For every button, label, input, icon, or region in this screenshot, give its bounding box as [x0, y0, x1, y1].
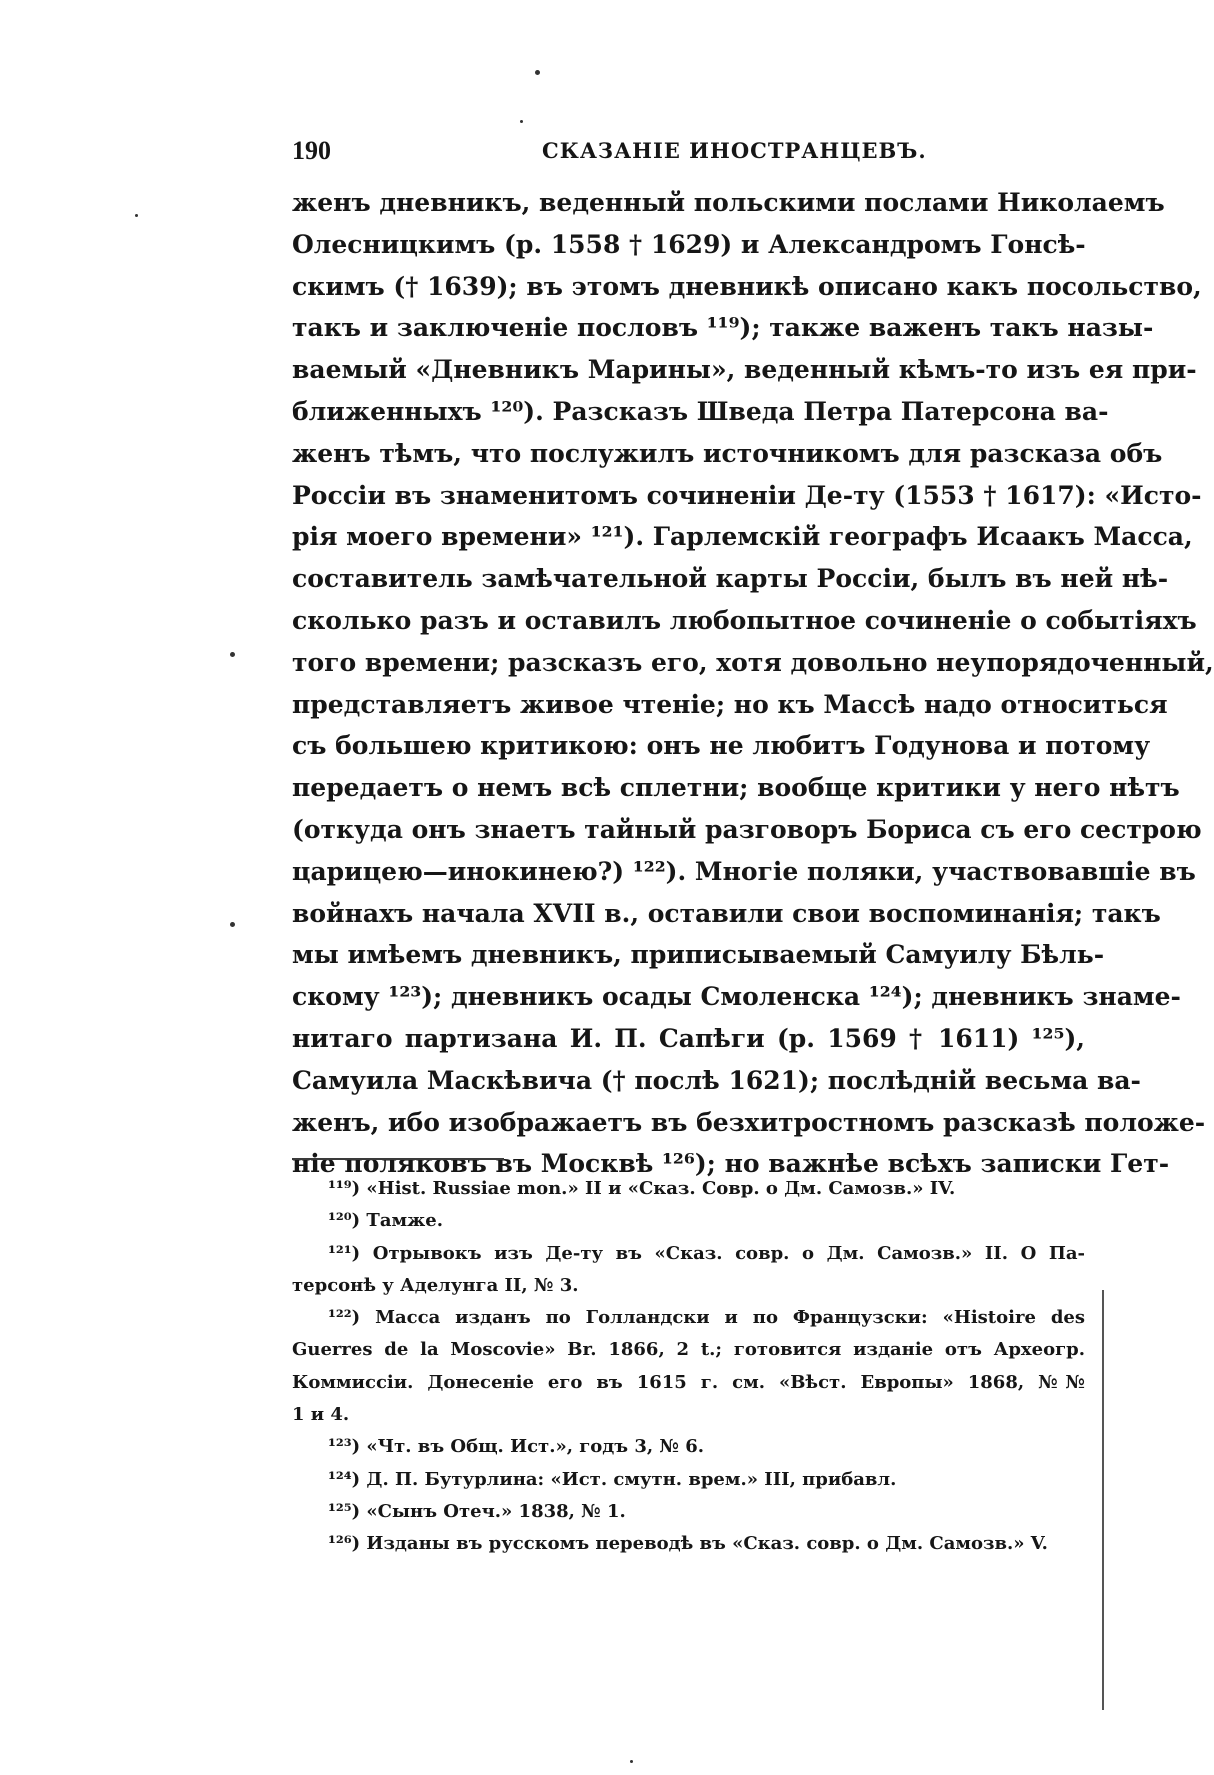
scan-speck [230, 652, 235, 657]
scan-speck [135, 214, 138, 217]
footnotes [292, 1173, 1085, 1561]
footnote-line: ¹²³) «Чт. въ Общ. Ист.», годъ 3, № 6. [328, 1436, 705, 1458]
text-line: передаетъ о немъ всѣ сплетни; вообще критики у него нѣтъ [292, 773, 1180, 803]
text-line: рія моего времени» ¹²¹). Гарлемскій географъ Исаакъ Масса, [292, 522, 1193, 552]
text-line: мы имѣемъ дневникъ, приписываемый Самуилу Бѣль- [292, 940, 1105, 970]
text-line: женъ, ибо изображаетъ въ безхитростномъ разсказѣ положе- [292, 1107, 1206, 1137]
scan-speck [535, 70, 540, 75]
text-line: войнахъ начала XVII в., оставили свои воспоминанія; такъ [292, 898, 1161, 928]
text-line: составитель замѣчательной карты Россіи, былъ въ ней нѣ- [292, 564, 1169, 594]
text-line: представляетъ живое чтеніе; но къ Массѣ надо относиться [292, 689, 1168, 719]
footnote-line: ¹²²) Масса изданъ по Голландски и по Французски: «Histoire des [328, 1307, 1085, 1329]
footnote-line: 1 и 4. [292, 1404, 350, 1426]
footnote-line: ¹¹⁹) «Hist. Russiae mon.» II и «Сказ. Совр. о Дм. Самозв.» IV. [328, 1178, 956, 1199]
footnote-line: ¹²⁰) Тамже. [328, 1210, 444, 1232]
footnote-line: ¹²¹) Отрывокъ изъ Де-ту въ «Сказ. совр. о Дм. Самозв.» II. О Па- [328, 1242, 1085, 1264]
scan-speck [630, 1760, 633, 1763]
text-line: женъ дневникъ, веденный польскими послами Николаемъ [292, 188, 1165, 217]
text-line: царицею—инокинею?) ¹²²). Многіе поляки, участвовавшіе въ [292, 856, 1196, 886]
running-title: СКАЗАНІЕ ИНОСТРАНЦЕВЪ. [542, 138, 927, 163]
text-line: Олесницкимъ (р. 1558 † 1629) и Александромъ Гонсѣ- [292, 229, 1086, 259]
text-line: (откуда онъ знаетъ тайный разговоръ Бориса съ его сестрою [292, 814, 1202, 844]
text-line: ніе поляковъ въ Москвѣ ¹²⁶); но важнѣе всѣхъ записки Гет- [292, 1149, 1170, 1179]
footnote-line: ¹²⁴) Д. П. Бутурлина: «Ист. смутн. врем.» III, прибавл. [328, 1468, 897, 1490]
scan-edge-line [1102, 1290, 1104, 1710]
text-line: скимъ († 1639); въ этомъ дневникѣ описано какъ посольство, [292, 271, 1202, 301]
scan-speck [520, 120, 523, 123]
footnote-line: терсонѣ у Аделунга II, № 3. [292, 1274, 579, 1296]
scan-speck [230, 922, 235, 927]
text-line: ваемый «Дневникъ Марины», веденный кѣмъ-то изъ ея при- [292, 355, 1197, 385]
footnote-line: ¹²⁶) Изданы въ русскомъ переводѣ въ «Сказ. совр. о Дм. Самозв.» V. [328, 1533, 1048, 1555]
footnote-separator [292, 1158, 504, 1160]
text-line: такъ и заключеніе пословъ ¹¹⁹); также важенъ такъ назы- [292, 313, 1154, 343]
text-line: скому ¹²³); дневникъ осады Смоленска ¹²⁴); дневникъ знаме- [292, 982, 1181, 1012]
text-line: сколько разъ и оставилъ любопытное сочиненіе о событіяхъ [292, 605, 1197, 635]
footnote-line: Коммиссіи. Донесеніе его въ 1615 г. см. «Вѣст. Европы» 1868, №№ [292, 1371, 1085, 1393]
text-line: съ большею критикою: онъ не любитъ Годунова и потому [292, 731, 1151, 761]
text-line: нитаго партизана И. П. Сапѣги (р. 1569 † 1611) ¹²⁵), [292, 1023, 1085, 1053]
footnote-line: Guerres de la Moscovie» Br. 1866, 2 t.; готовится изданіе отъ Археогр. [292, 1339, 1085, 1361]
text-line: Самуила Маскѣвича († послѣ 1621); послѣдній весьма ва- [292, 1065, 1141, 1095]
footnote-line: ¹²⁵) «Сынъ Отеч.» 1838, № 1. [328, 1500, 626, 1522]
text-line: женъ тѣмъ, что послужилъ источникомъ для разсказа объ [292, 438, 1163, 468]
page-number: 190 [292, 136, 331, 165]
page-header [292, 136, 1085, 166]
text-line: Россіи въ знаменитомъ сочиненіи Де-ту (1553 † 1617): «Исто- [292, 480, 1202, 510]
main-text [292, 182, 1214, 1185]
text-line: того времени; разсказъ его, хотя довольно неупорядоченный, [292, 647, 1214, 677]
text-line: ближенныхъ ¹²⁰). Разсказъ Шведа Петра Патерсона ва- [292, 396, 1109, 426]
